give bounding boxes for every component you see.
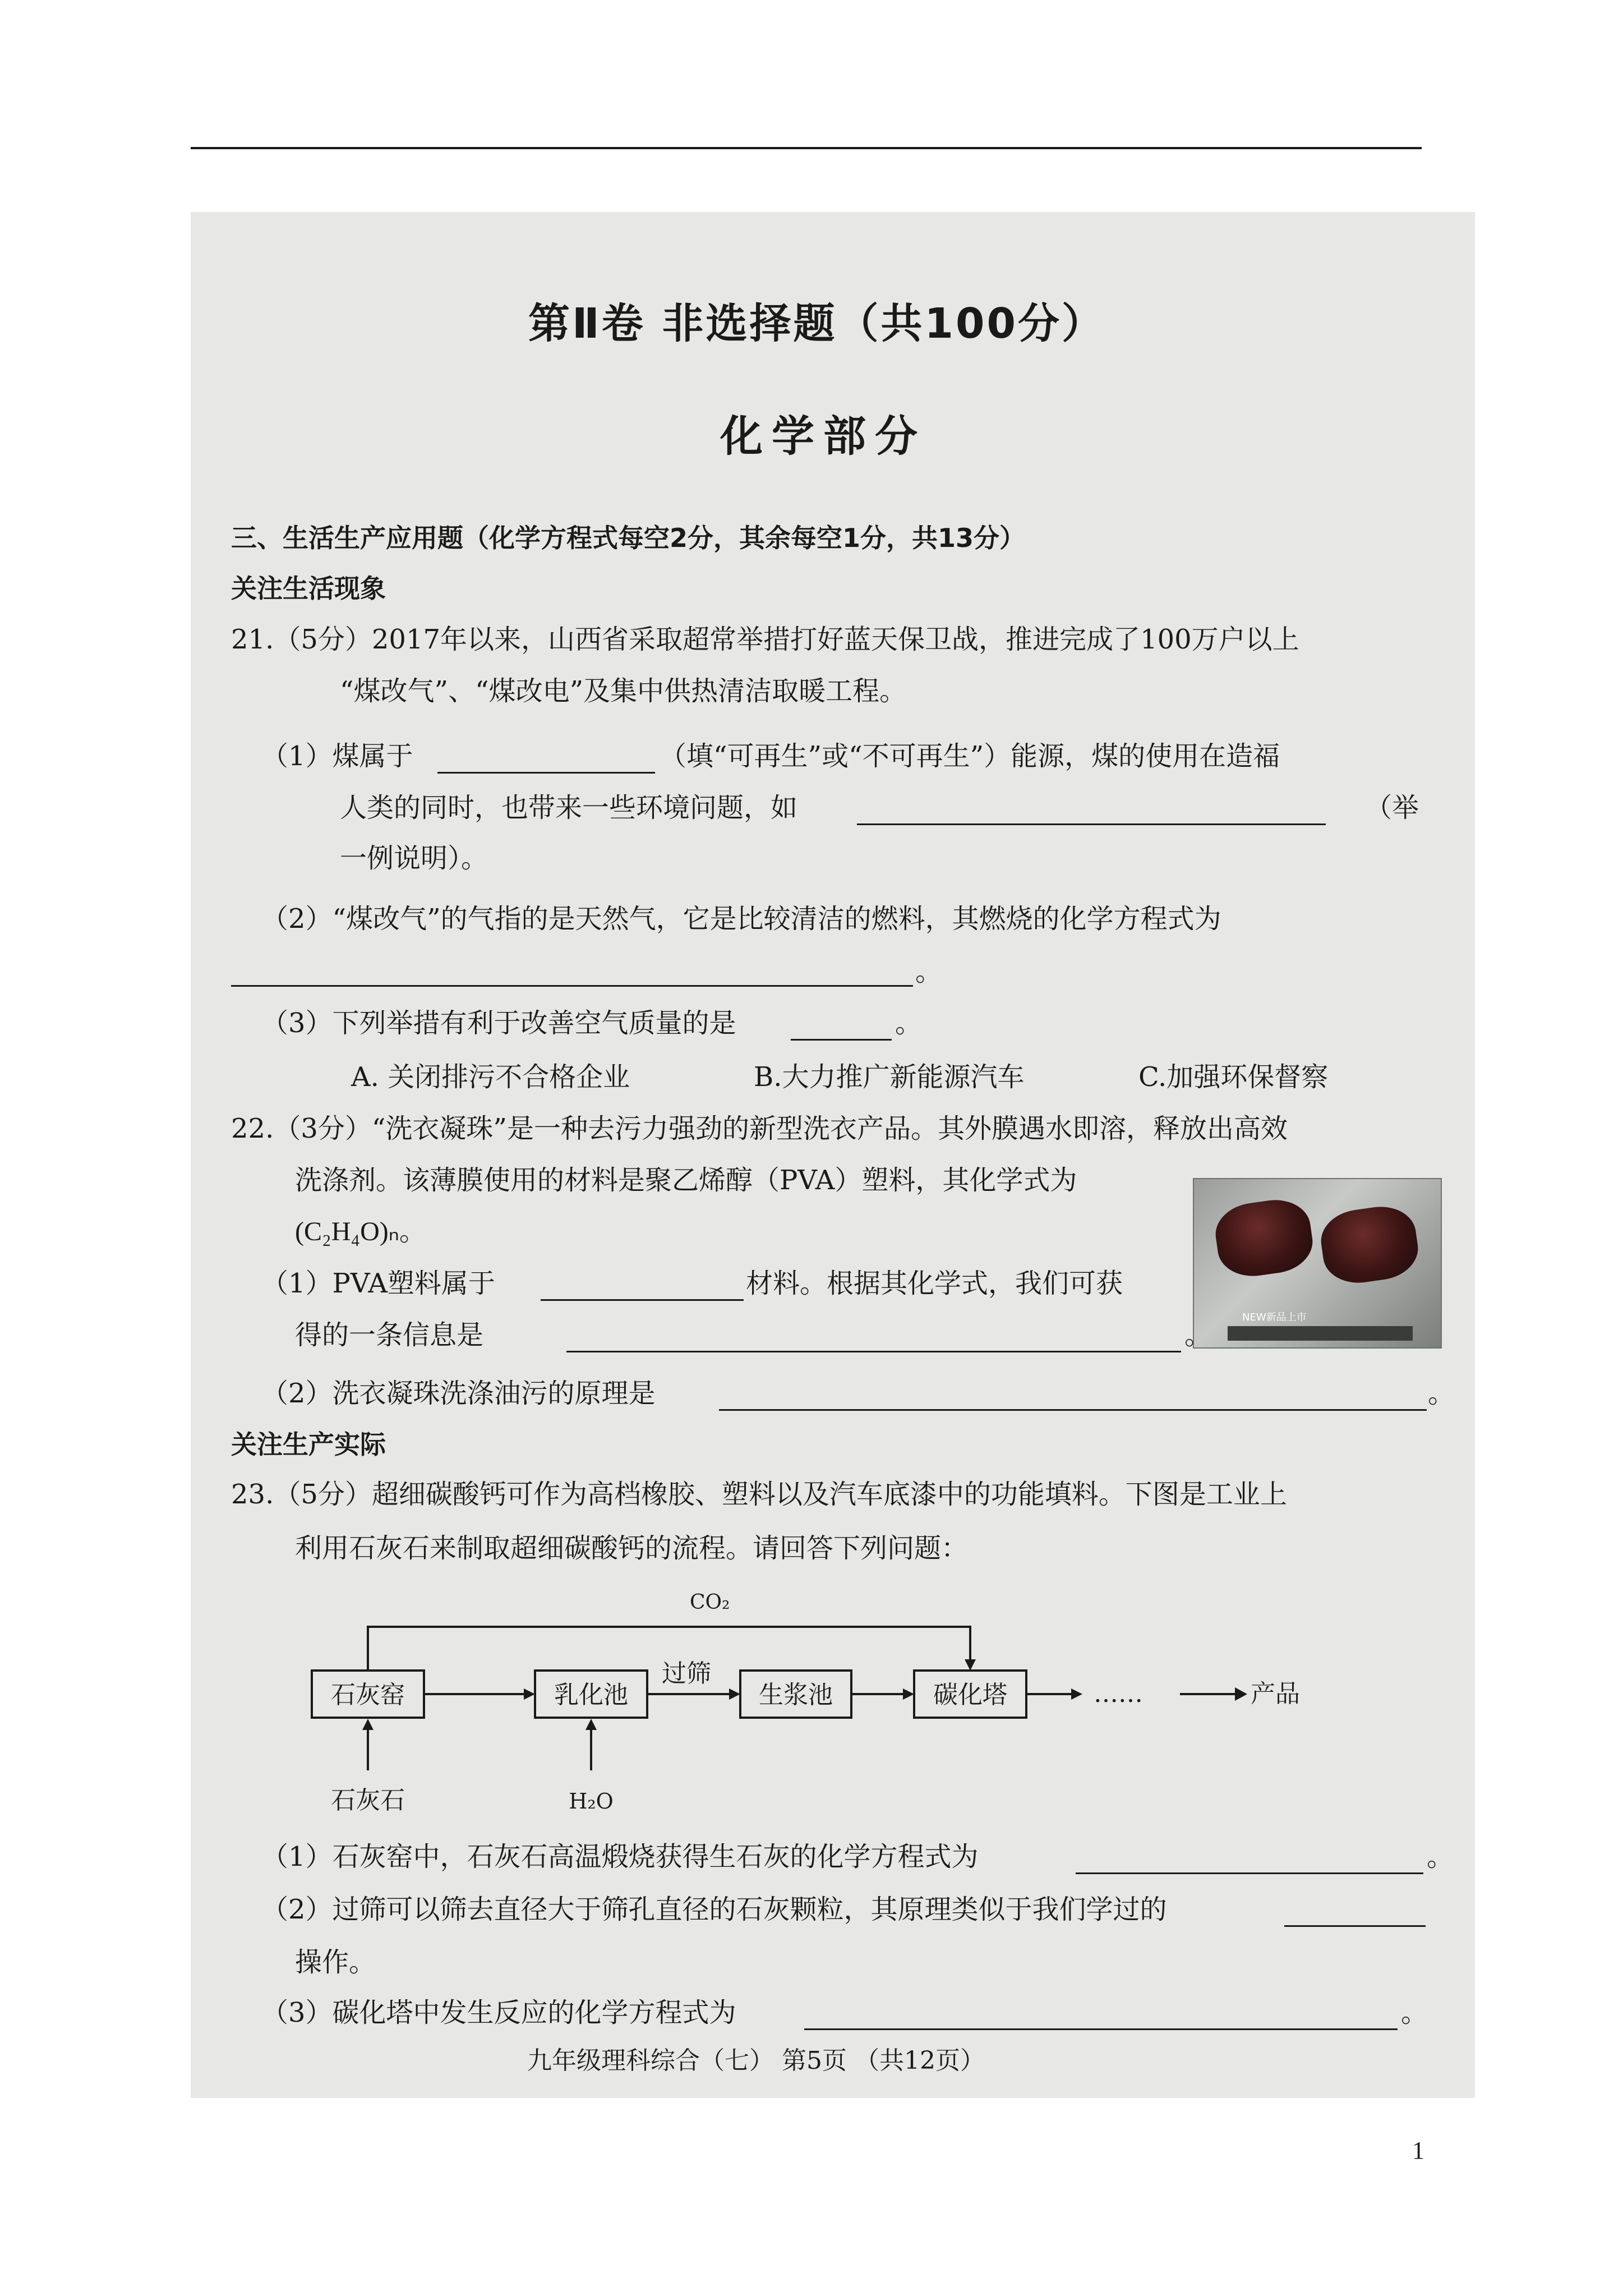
page-number: 1 [1412, 2137, 1424, 2164]
label-slaking-tank: 乳化池 [554, 1681, 628, 1709]
q21-option-a: A. 关闭排污不合格企业 [351, 1061, 630, 1093]
q23-stem-line2: 利用石灰石来制取超细碳酸钙的流程。请回答下列问题： [295, 1533, 969, 1564]
q21-part3: （3）下列举措有利于改善空气质量的是 [261, 1007, 736, 1039]
q22-formula: (C₂H₄O)ₙ。 [295, 1217, 426, 1246]
volume-title: 第Ⅱ卷 非选择题（共100分） [528, 300, 1105, 348]
q23-part2: （2）过筛可以筛去直径大于筛孔直径的石灰颗粒，其原理类似于我们学过的 [261, 1894, 1167, 1925]
q23-stem-line1: 23.（5分）超细碳酸钙可作为高档橡胶、塑料以及汽车底漆中的功能填料。下图是工业上 [231, 1479, 1287, 1510]
q23-part3: （3）碳化塔中发生反应的化学方程式为 [261, 1997, 736, 2028]
q21-part2-end: 。 [915, 956, 943, 987]
q21-part1-hint2: （举 [1365, 792, 1419, 823]
q22-part1-end: 。 [1184, 1319, 1212, 1351]
subsection-production: 关注生产实际 [231, 1429, 386, 1460]
q22-part2-end: 。 [1428, 1378, 1455, 1409]
q23-part2-blank[interactable] [1284, 1925, 1426, 1927]
q21-stem-line2: “煤改气”、“煤改电”及集中供热清洁取暖工程。 [340, 675, 907, 707]
q21-part1-line2: 人类的同时，也带来一些环境问题，如 [340, 792, 798, 823]
q21-part1-prefix: （1）煤属于 [261, 740, 413, 772]
section-title: 三、生活生产应用题（化学方程式每空2分，其余每空1分，共13分） [231, 523, 1026, 553]
q21-option-c: C.加强环保督察 [1138, 1061, 1329, 1093]
q21-part1-line3: 一例说明）。 [340, 843, 488, 874]
subsection-life: 关注生活现象 [231, 573, 386, 604]
label-water: H₂O [569, 1789, 614, 1814]
q23-part3-blank[interactable] [804, 2028, 1398, 2030]
q21-part2: （2）“煤改气”的气指的是天然气，它是比较清洁的燃料，其燃烧的化学方程式为 [261, 903, 1221, 935]
label-filter: 过筛 [662, 1659, 711, 1688]
label-co2: CO₂ [690, 1591, 730, 1614]
q22-part1-prefix: （1）PVA塑料属于 [261, 1268, 495, 1299]
q23-part1-blank[interactable] [1076, 1872, 1423, 1874]
process-flow-diagram [191, 212, 1475, 2098]
photo-caption: NEW新品上市 [1242, 1312, 1307, 1323]
q21-stem-line1: 21.（5分）2017年以来，山西省采取超常举措打好蓝天保卫战，推进完成了100万户以上 [231, 624, 1299, 655]
label-product: 产品 [1251, 1680, 1300, 1708]
q21-part3-end: 。 [895, 1007, 923, 1039]
q22-stem-line1: 22.（3分）“洗衣凝珠”是一种去污力强劲的新型洗衣产品。其外膜遇水即溶，释放出高效 [231, 1113, 1288, 1144]
q23-part1-end: 。 [1427, 1841, 1454, 1872]
top-rule [191, 147, 1422, 149]
label-carbonation-tower: 碳化塔 [933, 1681, 1007, 1709]
q21-option-b: B.大力推广新能源汽车 [754, 1061, 1025, 1093]
q23-part2-line2: 操作。 [295, 1947, 376, 1978]
q22-part1-line2: 得的一条信息是 [295, 1319, 484, 1351]
page-footer: 九年级理科综合（七） 第5页 （共12页） [527, 2046, 985, 2075]
part-title: 化学部分 [720, 411, 926, 461]
q22-part1-text: 材料。根据其化学式，我们可获 [746, 1268, 1123, 1299]
q21-part1-hint: （填“可再生”或“不可再生”）能源，煤的使用在造福 [660, 740, 1280, 772]
label-lime-kiln: 石灰窑 [331, 1681, 405, 1709]
q22-part2: （2）洗衣凝珠洗涤油污的原理是 [261, 1378, 656, 1409]
label-dots: …… [1094, 1680, 1143, 1708]
q23-part1: （1）石灰窑中，石灰石高温煅烧获得生石灰的化学方程式为 [261, 1841, 979, 1872]
q22-stem-line2: 洗涤剂。该薄膜使用的材料是聚乙烯醇（PVA）塑料，其化学式为 [295, 1165, 1077, 1196]
scanned-exam-page [191, 212, 1475, 2098]
label-slurry-tank: 生浆池 [759, 1681, 833, 1709]
label-limestone: 石灰石 [331, 1786, 405, 1815]
q23-part3-end: 。 [1401, 1997, 1428, 2028]
